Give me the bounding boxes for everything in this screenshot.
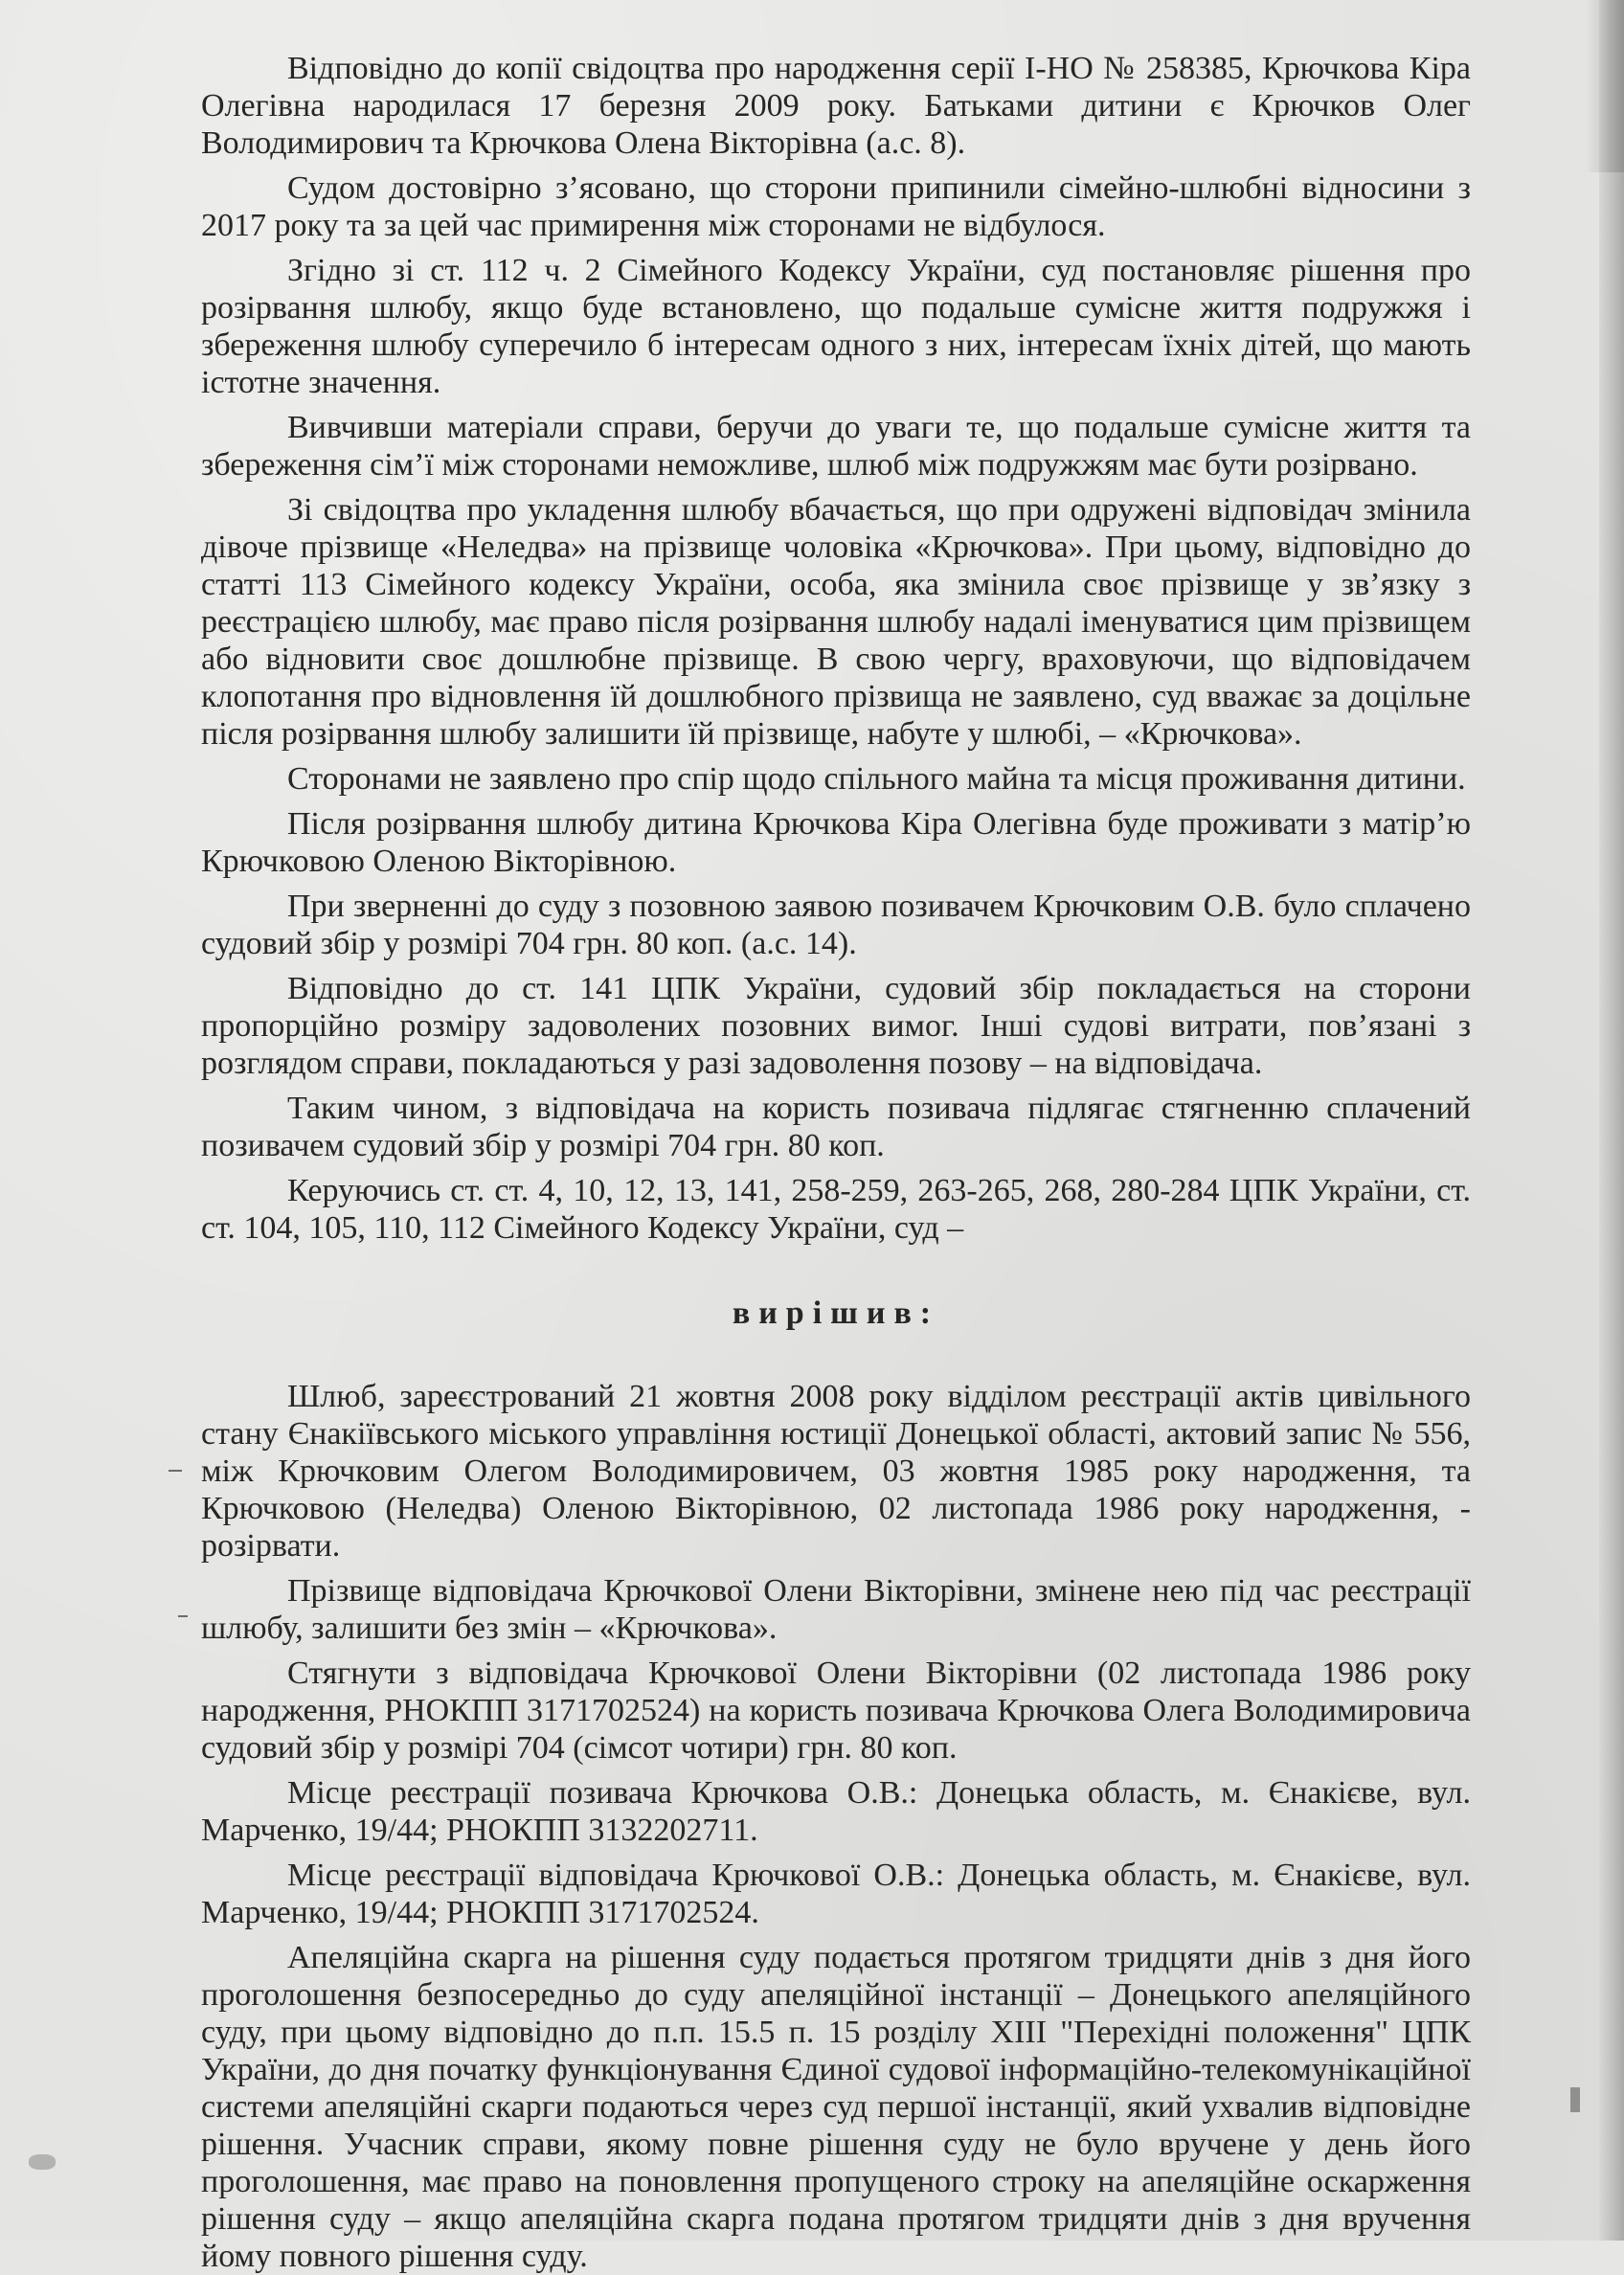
paragraph-defendant-address: Місце реєстрації відповідача Крючкової О.В.: Донецька область, м. Єнакієве, вул. Марченко, 19/44; РНОКПП 3171702524.: [201, 1858, 1471, 1930]
paragraph-keep-surname: Прізвище відповідача Крючкової Олени Вікторівни, змінене нею під час реєстрації шлюбу, залишити без змін – «Крючкова».: [201, 1573, 1471, 1646]
scan-smudge: [29, 2154, 56, 2170]
paragraph-marriage-dissolved: Вивчивши матеріали справи, беручи до уваги те, що подальше сумісне життя та збереження сім’ї між сторонами неможливе, шлюб між подружжям має бути розірвано.: [201, 410, 1471, 483]
paragraph-relations-ended: Судом достовірно з’ясовано, що сторони припинили сімейно-шлюбні відносини з 2017 року та за цей час примирення між сторонами не відбулося.: [201, 170, 1471, 243]
paragraph-court-fee-paid: При зверненні до суду з позовною заявою позивачем Крючковим О.В. було сплачено судовий збір у розмірі 704 грн. 80 коп. (а.с. 14).: [201, 889, 1471, 961]
paragraph-appeal: Апеляційна скарга на рішення суду подається протягом тридцяти днів з дня його проголошення безпосередньо до суду апеляційної інстанції – Донецького апеляційного суду, при цьому відповідно до п.п. 15.5 п. 15 розділу XIII "Перехідні положення" ЦПК України, до дня початку функціонування Єдиної судової інформаційно-телекомунікаційної системи апеляційні скарги подаються через суд першої інстанції, який ухвалив відповідне рішення. Учасник справи, якому повне рішення суду не було вручене у день його проголошення, має право на поновлення пропущеного строку на апеляційне оскарження рішення суду – якщо апеляційна скарга подана протягом тридцяти днів з дня вручення йому повного рішення суду.: [201, 1940, 1471, 2274]
paragraph-birth-certificate: Відповідно до копії свідоцтва про народження серії І-НО № 258385, Крючкова Кіра Олегівна народилася 17 березня 2009 року. Батьками дитини є Крючков Олег Володимирович та Крючкова Олена Вікторівна (а.с. 8).: [201, 51, 1471, 161]
paragraph-recover-fee: Стягнути з відповідача Крючкової Олени Вікторівни (02 листопада 1986 року народження, РНОКПП 3171702524) на користь позивача Крючкова Олега Володимировича судовий збір у розмірі 704 (сімсот чотири) грн. 80 коп.: [201, 1656, 1471, 1766]
margin-mark: [169, 1470, 182, 1472]
paragraph-family-code-112: Згідно зі ст. 112 ч. 2 Сімейного Кодексу України, суд постановляє рішення про розірвання шлюбу, якщо буде встановлено, що подальше сумісне життя подружжя і збереження шлюбу суперечило б інтересам одного з них, інтересам їхніх дітей, що мають істотне значення.: [201, 253, 1471, 400]
decision-heading: вирішив:: [732, 1295, 940, 1331]
paragraph-plaintiff-address: Місце реєстрації позивача Крючкова О.В.: Донецька область, м. Єнакієве, вул. Марченко, 19/44; РНОКПП 3132202711.: [201, 1775, 1471, 1848]
paragraph-child-residence: Після розірвання шлюбу дитина Крючкова Кіра Олегівна буде проживати з матір’ю Крючковою Оленою Вікторівною.: [201, 806, 1471, 879]
paragraph-dissolve-marriage: Шлюб, зареєстрований 21 жовтня 2008 року відділом реєстрації актів цивільного стану Єнакіївського міського управління юстиції Донецької області, актовий запис № 556, між Крючковим Олегом Володимировичем, 03 жовтня 1985 року народження, та Крючковою (Неледва) Оленою Вікторівною, 02 листопада 1986 року народження, - розірвати.: [201, 1379, 1471, 1564]
paragraph-no-dispute: Сторонами не заявлено про спір щодо спільного майна та місця проживання дитини.: [287, 761, 1466, 797]
page-edge-shadow-top: [1586, 0, 1624, 172]
scan-smudge: [1570, 2087, 1580, 2112]
paragraph-legal-basis: Керуючись ст. ст. 4, 10, 12, 13, 141, 258-259, 263-265, 268, 280-284 ЦПК України, ст. ст. 104, 105, 110, 112 Сімейного Кодексу України, суд –: [201, 1173, 1471, 1246]
paragraph-surname: Зі свідоцтва про укладення шлюбу вбачається, що при одружені відповідач змінила дівоче прізвище «Неледва» на прізвище чоловіка «Крючкова». При цьому, відповідно до статті 113 Сімейного кодексу України, особа, яка змінила своє прізвище у зв’язку з реєстрацією шлюбу, має право після розірвання шлюбу надалі іменуватися цим прізвищем або відновити своє дошлюбне прізвище. В свою чергу, враховуючи, що відповідачем клопотання про відновлення їй дошлюбного прізвища не заявлено, суд вважає за доцільне після розірвання шлюбу залишити їй прізвище, набуте у шлюбі, – «Крючкова».: [201, 492, 1471, 752]
paragraph-cpc-141: Відповідно до ст. 141 ЦПК України, судовий збір покладається на сторони пропорційно розміру задоволених позовних вимог. Інші судові витрати, пов’язані з розглядом справи, покладаються у разі задоволення позову – на відповідача.: [201, 971, 1471, 1081]
page-edge-shadow: [1599, 0, 1624, 2241]
paragraph-fee-recovery: Таким чином, з відповідача на користь позивача підлягає стягненню сплачений позивачем судовий збір у розмірі 704 грн. 80 коп.: [201, 1091, 1471, 1163]
margin-mark: [178, 1615, 188, 1617]
document-body: [201, 50, 1471, 2275]
